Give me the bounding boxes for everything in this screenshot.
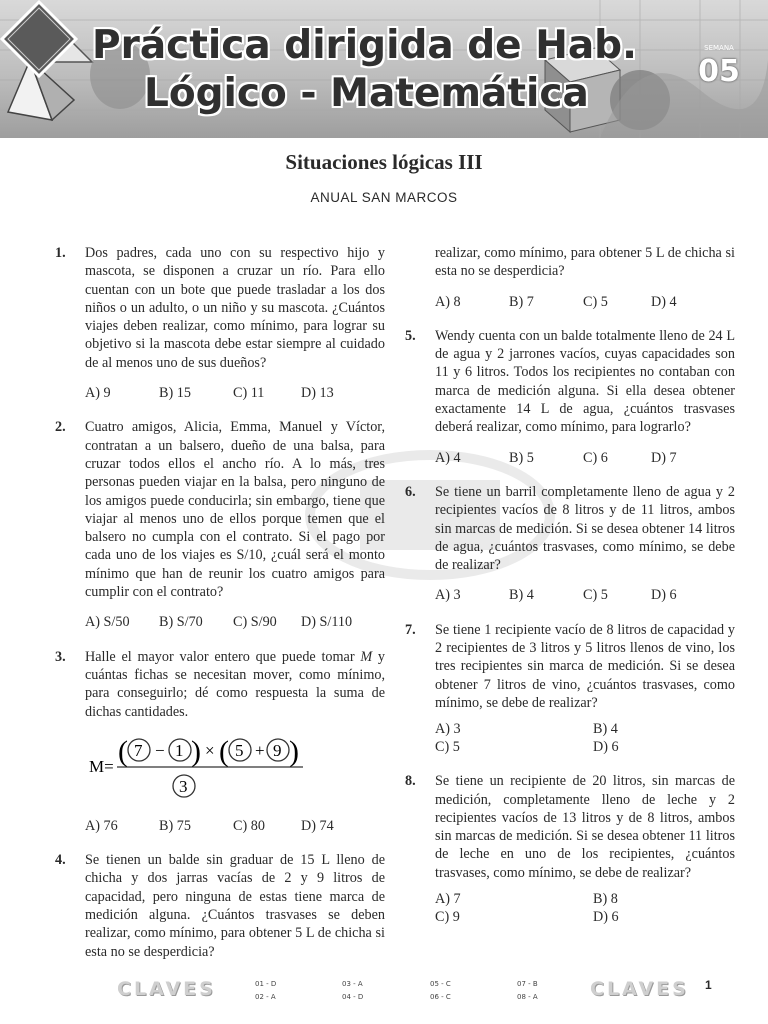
formula-lhs: M= [89,756,114,776]
option: C) 9 [435,909,460,926]
question-text-before: Halle el mayor valor entero que puede tomar [85,648,361,665]
page-number: 1 [705,978,712,992]
option: A) 8 [435,293,461,310]
answer-key: 06 - C [430,993,451,1001]
answer-keys-col-3 [430,978,451,1004]
answer-key: 02 - A [255,993,276,1001]
option: C) S/90 [233,614,277,631]
option: C) 6 [583,449,608,466]
option: B) 7 [509,293,534,310]
answer-key: 05 - C [430,980,451,988]
option: B) 8 [593,891,618,908]
options-row [85,817,385,835]
question-7 [405,621,735,756]
question-4 [55,851,385,960]
formula-n1: 7 [134,740,143,760]
question-1 [55,244,385,402]
option: D) 7 [651,449,677,466]
option: D) S/110 [301,614,353,631]
question-5 [405,327,735,467]
answer-key: 04 - D [342,993,364,1001]
option: B) 75 [159,817,191,834]
option: C) 11 [233,385,265,402]
option: B) 4 [509,587,534,604]
option: C) 5 [583,293,608,310]
answer-key: 01 - D [255,980,277,988]
formula-op3: + [255,740,265,760]
question-text: Se tiene un recipiente de 20 litros, sin marcas de medición, completamente lleno de leche y 2 recipientes vacíos de 13 litros y de 8 litros, ambos sin marcas de medición. Si se desea obtener 11 litros de leche en uno de los recipientes, ¿cuántos trasvases, como mínimo, se debe de realizar? [435,773,735,881]
formula-bracket-left-2: ( [219,734,229,768]
claves-label-left: CLAVES [117,978,216,1000]
banner-title-line1: Práctica dirigida de Hab. [92,23,637,68]
question-number: 2. [55,419,66,436]
option: D) 4 [651,293,677,310]
semana-badge-icon [0,0,78,78]
question-text: Se tiene un barril completamente lleno de agua y 2 recipientes vacíos de 8 litros y de 11 litros, ambos sin marcas de medición. Si se desea obtener 14 litros de agua, ¿cuántos trasvases, como mínimo, se debe de realizar? [435,483,735,574]
question-text: Se tienen un balde sin graduar de 15 L lleno de chicha y dos jarras vacías de 2 y 9 litros de capacidad, pero ninguna de estas tiene marca de medición alguna. ¿Cuántos trasvases se deben realizar, como mínimo, para obtener 5 L de chicha si esta no se desperdicia? [85,852,385,960]
answer-keys-col-4 [517,978,538,1004]
question-number: 5. [405,327,416,344]
claves-label-right: CLAVES [590,978,689,1000]
answer-key: 07 - B [517,980,538,988]
options-row [85,613,385,631]
question-6 [405,483,735,605]
question-number: 7. [405,621,416,638]
option: B) S/70 [159,614,203,631]
question-number: 4. [55,852,66,869]
question-text-after: y cuántas fichas se necesitan mover, como mínimo, para conseguirlo; dé como respuesta la suma de dichas cantidades. [85,648,386,720]
option: D) 6 [651,587,677,604]
formula-op1: − [155,740,165,760]
question-text: Dos padres, cada uno con su respectivo hijo y mascota, se disponen a cruzar un río. Para ello cuentan con un bote que puede trasladar a los dos niños o un adulto, o un niño y su mascota. ¿Cuántos viajes deben realizar, como mínimo, para lograr su objetivo si la mascota debe estar siempre al cuidado de al menos uno de sus dueños? [85,245,385,371]
formula-bracket-right-2: ) [289,734,299,768]
formula-den: 3 [179,776,188,796]
formula-n2: 1 [175,740,184,760]
banner-title [92,22,637,118]
option: B) 15 [159,385,191,402]
answer-key: 08 - A [517,993,538,1001]
question-2 [55,418,385,631]
right-column [405,244,735,926]
question-number: 1. [55,245,66,261]
question-text: Cuatro amigos, Alicia, Emma, Manuel y Víctor, contratan a un balsero, dueño de una balsa, para cruzar todos ellos el ancho río. A lo más, tres personas pueden viajar en la balsa, pero ninguno de los amigos puede conducirla; sin embargo, tiene que viajar al menos uno de ellos porque temen que el balsero no cumpla con el contrato. Si el pago por cada uno de los viajes es S/10, ¿cuál será el monto mínimo que han de reunir los cuatro amigos para cumplir con el contrato? [85,419,385,601]
answer-keys-col-1 [255,978,276,1004]
option: A) 76 [85,817,118,834]
options-row [435,586,735,604]
question-4-continued [405,244,735,311]
options-row [435,449,735,467]
header-banner [0,0,768,138]
option: D) 13 [301,385,334,402]
answer-key: 03 - A [342,980,363,988]
option: A) 3 [435,721,461,738]
answer-keys-col-2 [342,978,363,1004]
formula-bracket-right: ) [191,734,201,768]
option: A) 9 [85,385,111,402]
question-text: Wendy cuenta con un balde totalmente lleno de 24 L de agua y 2 jarrones vacíos, cuyas capacidades son 11 y 6 litros. Todos los recipientes no contaban con marca de medición alguna. Si ella desea obtener exactamente 14 L de agua, ¿cuántos trasvases deberá realizar, como mínimo, para lograrlo? [435,327,735,436]
options-grid [435,890,735,926]
semana-number: 05 [698,54,740,89]
formula-n4: 9 [273,740,282,760]
formula-n3: 5 [235,740,244,760]
document-subtitle: ANUAL SAN MARCOS [310,190,458,205]
question-text: Se tiene 1 recipiente vacío de 8 litros de capacidad y 2 recipientes de 3 litros y 5 litros llenos de vino, los tres recipientes sin marca de medición. Si se desea obtener 7 litros de vino, ¿cuántos trasvases, como mínimo, se debe de realizar? [435,621,735,711]
option: D) 74 [301,817,334,834]
option: D) 6 [593,909,619,926]
formula-bracket-left: ( [118,734,128,768]
semana-label: SEMANA [704,44,734,52]
banner-title-line2: Lógico - Matemática [144,71,589,116]
formula-op2: × [205,740,215,760]
question-text-continued: realizar, como mínimo, para obtener 5 L de chicha si esta no se desperdicia? [435,245,735,280]
option: C) 5 [435,739,460,756]
variable-m: M [360,648,373,665]
option: A) 3 [435,587,461,604]
options-row [85,384,385,402]
option: A) 7 [435,891,461,908]
formula-m [85,731,385,805]
option: A) S/50 [85,614,130,631]
question-number: 3. [55,648,66,665]
document-title: Situaciones lógicas III [285,150,483,174]
option: B) 4 [593,721,618,738]
question-number: 6. [405,483,416,500]
option: D) 6 [593,739,619,756]
left-column [55,244,386,960]
question-8 [405,772,735,926]
option: C) 5 [583,587,608,604]
option: A) 4 [435,449,461,466]
question-text [85,648,385,721]
question-3 [55,648,385,835]
question-number: 8. [405,773,416,790]
option: B) 5 [509,449,534,466]
options-row [435,293,735,311]
options-grid [435,720,735,756]
option: C) 80 [233,817,265,834]
